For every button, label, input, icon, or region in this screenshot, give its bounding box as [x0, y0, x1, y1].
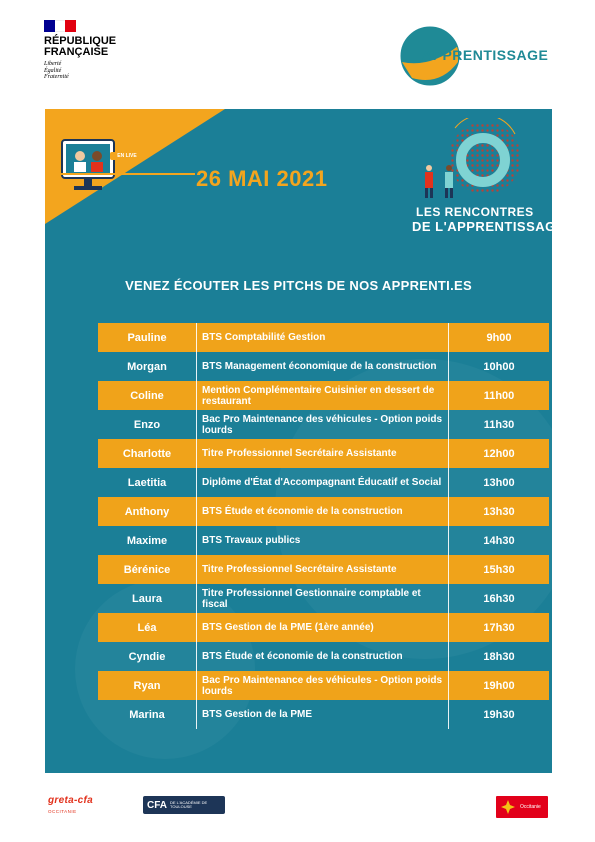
table-row — [98, 352, 549, 381]
pitch-time: 18h30 — [483, 650, 515, 663]
table-row — [98, 468, 549, 497]
column-divider — [448, 381, 449, 410]
course-title: BTS Étude et économie de la construction — [202, 506, 403, 517]
live-computer-icon — [60, 138, 120, 196]
table-row — [98, 381, 549, 410]
pitch-time: 16h30 — [483, 592, 515, 605]
greta-cfa-logo: greta-cfa OCCITANIE — [48, 795, 93, 814]
apprentissage-logo — [400, 26, 560, 90]
event-date: 26 MAI 2021 — [196, 166, 328, 191]
table-row — [98, 439, 549, 468]
apprentice-name: Maxime — [126, 534, 168, 547]
column-divider — [196, 584, 197, 613]
live-badge: EN LIVE — [110, 152, 144, 160]
apprentice-name: Charlotte — [122, 447, 172, 460]
pitch-time: 11h00 — [483, 389, 515, 402]
pitch-time: 17h30 — [483, 621, 515, 634]
pitch-time: 19h00 — [483, 679, 515, 692]
rencontres-line2: DE L'APPRENTISSAGE — [412, 219, 565, 234]
table-row — [98, 642, 549, 671]
column-divider — [448, 323, 449, 352]
column-divider — [196, 526, 197, 555]
table-row — [98, 613, 549, 642]
pitch-time: 13h30 — [483, 505, 515, 518]
apprentice-name: Pauline — [127, 331, 167, 344]
column-divider — [448, 700, 449, 729]
column-divider — [448, 439, 449, 468]
apprentice-name: Coline — [130, 389, 164, 402]
table-row — [98, 323, 549, 352]
course-title: Diplôme d'État d'Accompagnant Éducatif et Social — [202, 477, 442, 488]
course-title: BTS Étude et économie de la construction — [202, 651, 403, 662]
occitanie-cross-icon — [499, 799, 517, 815]
apprentice-name: Enzo — [133, 418, 161, 431]
apprentissage-wordmark: APPRENTISSAGE — [422, 47, 549, 63]
course-title: Bac Pro Maintenance des véhicules - Option poids lourds — [202, 674, 443, 697]
date-divider — [45, 173, 195, 175]
column-divider — [196, 323, 197, 352]
column-divider — [448, 584, 449, 613]
pitch-time: 12h00 — [483, 447, 515, 460]
column-divider — [196, 381, 197, 410]
rencontres-illustration — [415, 118, 525, 208]
pitch-time: 15h30 — [483, 563, 515, 576]
course-title: Titre Professionnel Gestionnaire comptable et fiscal — [202, 587, 421, 610]
region-occitanie-logo: Occitanie — [496, 796, 548, 818]
apprentice-name: Marina — [129, 708, 165, 721]
course-title: BTS Travaux publics — [202, 535, 301, 546]
column-divider — [448, 497, 449, 526]
course-title: BTS Comptabilité Gestion — [202, 332, 326, 343]
pitch-time: 9h00 — [486, 331, 512, 344]
column-divider — [448, 352, 449, 381]
column-divider — [196, 555, 197, 584]
column-divider — [196, 468, 197, 497]
course-title: BTS Gestion de la PME (1ère année) — [202, 622, 374, 633]
course-title: Bac Pro Maintenance des véhicules - Option poids lourds — [202, 413, 443, 436]
column-divider — [448, 642, 449, 671]
course-title: Titre Professionnel Secrétaire Assistante — [202, 564, 397, 575]
apprentice-name: Léa — [137, 621, 157, 634]
table-row — [98, 700, 549, 729]
column-divider — [448, 613, 449, 642]
column-divider — [196, 613, 197, 642]
cfa-academie-toulouse-logo: CFA DE L'ACADÉMIE DE TOULOUSE — [143, 796, 225, 814]
rencontres-line1: LES RENCONTRES — [416, 205, 534, 219]
apprentice-name: Ryan — [133, 679, 161, 692]
column-divider — [448, 555, 449, 584]
column-divider — [196, 352, 197, 381]
table-row — [98, 555, 549, 584]
table-row — [98, 410, 549, 439]
column-divider — [196, 410, 197, 439]
rencontres-logo — [412, 205, 565, 235]
pitch-time: 14h30 — [483, 534, 515, 547]
table-row — [98, 671, 549, 700]
republique-name: RÉPUBLIQUE FRANÇAISE — [44, 35, 117, 58]
column-divider — [448, 468, 449, 497]
table-row — [98, 584, 549, 613]
column-divider — [448, 671, 449, 700]
column-divider — [196, 497, 197, 526]
course-title: Titre Professionnel Secrétaire Assistante — [202, 448, 397, 459]
course-title: Mention Complémentaire Cuisinier en dessert de restaurant — [202, 384, 435, 407]
table-row — [98, 497, 549, 526]
schedule-table — [98, 323, 549, 729]
column-divider — [196, 671, 197, 700]
column-divider — [196, 642, 197, 671]
republique-motto: Liberté Égalité Fraternité — [44, 61, 69, 80]
course-title: BTS Management économique de la construction — [202, 361, 437, 372]
apprentice-name: Laura — [132, 592, 162, 605]
apprentice-name: Bérénice — [123, 563, 171, 576]
table-row — [98, 526, 549, 555]
apprentice-name: Laetitia — [127, 476, 167, 489]
republique-francaise-logo — [44, 20, 134, 81]
pitch-time: 10h00 — [483, 360, 515, 373]
column-divider — [196, 700, 197, 729]
apprentice-name: Anthony — [124, 505, 170, 518]
column-divider — [448, 526, 449, 555]
apprentice-name: Morgan — [127, 360, 167, 373]
pitch-time: 13h00 — [483, 476, 515, 489]
pitch-time: 19h30 — [483, 708, 515, 721]
headline: VENEZ ÉCOUTER LES PITCHS DE NOS APPRENTI.ES — [125, 278, 472, 293]
column-divider — [196, 439, 197, 468]
column-divider — [448, 410, 449, 439]
course-title: BTS Gestion de la PME — [202, 709, 313, 720]
apprentice-name: Cyndie — [128, 650, 166, 663]
pitch-time: 11h30 — [483, 418, 515, 431]
marianne-flag-icon — [44, 20, 76, 32]
